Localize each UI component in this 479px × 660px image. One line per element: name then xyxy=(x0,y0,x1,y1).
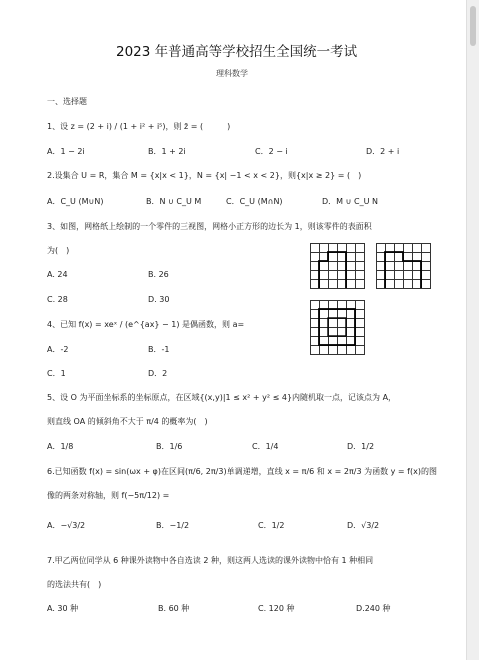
question-2-option-a: A．C_U (M∪N) xyxy=(47,197,104,206)
front-view-grid xyxy=(310,243,365,289)
question-4-option-a: A．-2 xyxy=(47,345,69,354)
question-4-option-b: B．-1 xyxy=(148,345,170,354)
question-4-option-d: D．2 xyxy=(148,369,168,378)
question-6-option-b: B．−1/2 xyxy=(156,521,190,530)
question-7-option-d: D.240 种 xyxy=(356,604,391,613)
question-3-stem-line-1: 3、如图，网格纸上绘制的一个零件的三视图，网格小正方形的边长为 1，则该零件的表面积 xyxy=(47,222,372,231)
question-7-stem-line-1: 7.甲乙两位同学从 6 种课外读物中各自选读 2 种，则这两人选读的课外读物中恰有 1 种相同 xyxy=(47,556,374,565)
question-2-option-c: C．C_U (M∩N) xyxy=(226,197,283,206)
question-1-option-b: B．1 + 2i xyxy=(148,147,186,156)
question-2-option-b: B．N ∪ C_U M xyxy=(146,197,202,206)
question-6-option-d: D．√3/2 xyxy=(347,521,380,530)
front-view-outline xyxy=(310,243,365,289)
scrollbar-thumb[interactable] xyxy=(470,6,476,46)
question-1-stem: 1、设 z = (2 + i) / (1 + i² + i⁵)，则 z̄ = ( ) xyxy=(47,122,231,131)
question-1-option-a: A．1 − 2i xyxy=(47,147,85,156)
question-6-stem-line-1: 6.已知函数 f(x) = sin(ωx + φ)在区间(π/6, 2π/3)单调递增，直线 x = π/6 和 x = 2π/3 为函数 y = f(x)的图 xyxy=(47,467,437,476)
question-5-stem-line-1: 5、设 O 为平面坐标系的坐标原点，在区域{(x,y)|1 ≤ x² + y² ≤ 4}内随机取一点，记该点为 A， xyxy=(47,393,397,402)
side-view-grid xyxy=(376,243,431,289)
question-1-option-d: D．2 + i xyxy=(366,147,400,156)
question-1-option-c: C．2 − i xyxy=(255,147,288,156)
question-4-stem: 4、已知 f(x) = xeˣ / (e^{ax} − 1) 是偶函数，则 a= xyxy=(47,320,245,329)
question-5-option-b: B．1/6 xyxy=(156,442,183,451)
section-heading: 一、选择题 xyxy=(47,97,87,106)
question-7-option-c: C. 120 种 xyxy=(258,604,295,613)
question-5-option-c: C．1/4 xyxy=(252,442,279,451)
question-5-option-d: D．1/2 xyxy=(347,442,375,451)
side-view-outline xyxy=(376,243,431,289)
top-view-outline xyxy=(310,300,365,355)
question-7-stem-line-2: 的选法共有( ) xyxy=(47,580,102,589)
question-6-option-c: C．1/2 xyxy=(258,521,285,530)
page-subtitle: 理科数学 xyxy=(216,69,248,78)
question-3-option-b: B. 26 xyxy=(148,270,169,279)
top-view-grid xyxy=(310,300,365,355)
question-5-option-a: A．1/8 xyxy=(47,442,74,451)
question-4-option-c: C．1 xyxy=(47,369,66,378)
question-2-option-d: D．M ∪ C_U N xyxy=(322,197,378,206)
question-3-option-d: D. 30 xyxy=(148,295,170,304)
question-7-option-b: B. 60 种 xyxy=(158,604,190,613)
page-title: 2023 年普通高等学校招生全国统一考试 xyxy=(116,44,358,60)
vertical-scrollbar[interactable] xyxy=(466,0,479,660)
question-7-option-a: A. 30 种 xyxy=(47,604,79,613)
question-6-option-a: A．−√3/2 xyxy=(47,521,86,530)
question-3-stem-line-2: 为( ) xyxy=(47,246,70,255)
question-2-stem: 2.设集合 U = R，集合 M = {x|x < 1}，N = {x| −1 < x < 2}，则{x|x ≥ 2} = ( ) xyxy=(47,171,362,180)
question-3-option-a: A. 24 xyxy=(47,270,68,279)
question-6-stem-line-2: 像的两条对称轴，则 f(−5π/12) = xyxy=(47,491,170,500)
question-5-stem-line-2: 则直线 OA 的倾斜角不大于 π/4 的概率为( ) xyxy=(47,417,208,426)
question-3-option-c: C. 28 xyxy=(47,295,68,304)
